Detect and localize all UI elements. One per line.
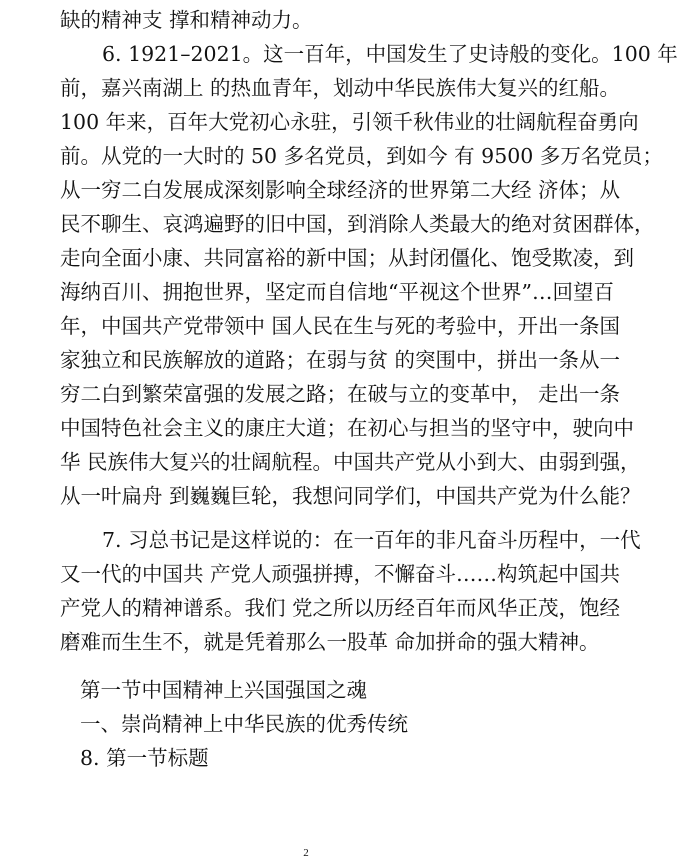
paragraph-6-line-12: 中国特色社会主义的康庄大道；在初心与担当的坚守中，驶向中 [60, 416, 634, 440]
paragraph-6-line-8: 海纳百川、拥抱世界，坚定而自信地“平视这个世界”…回望百 [60, 280, 614, 304]
paragraph-6-line-7: 走向全面小康、共同富裕的新中国；从封闭僵化、饱受欺凌，到 [60, 246, 634, 270]
section-heading: 第一节中国精神上兴国强国之魂 [80, 678, 367, 702]
subsection-heading: 一、崇尚精神上中华民族的优秀传统 [80, 712, 408, 736]
paragraph-6-line-3: 100 年来，百年大党初心永驻，引领千秋伟业的壮阔航程奋勇向 [60, 110, 639, 134]
paragraph-6-line-14: 从一叶扁舟 到巍巍巨轮，我想问同学们，中国共产党为什么能？ [60, 484, 641, 508]
paragraph-7-line-4: 磨难而生生不，就是凭着那么一股革 命加拼命的强大精神。 [60, 630, 600, 654]
paragraph-5-tail-line-1: 缺的精神支 撑和精神动力。 [60, 8, 313, 32]
paragraph-6-line-2: 前，嘉兴南湖上 的热血青年，划动中华民族伟大复兴的红船。 [60, 76, 621, 100]
page-number: 2 [303, 847, 309, 859]
paragraph-6-line-9: 年，中国共产党带领中 国人民在生与死的考验中，开出一条国 [60, 314, 621, 338]
paragraph-7-line-2: 又一代的中国共 产党人顽强拼搏，不懈奋斗……构筑起中国共 [60, 562, 621, 586]
paragraph-6-line-13: 华 民族伟大复兴的壮阔航程。中国共产党从小到大、由弱到强， [60, 450, 641, 474]
paragraph-6-line-11: 穷二白到繁荣富强的发展之路；在破与立的变革中， 走出一条 [60, 382, 621, 406]
paragraph-7-line-3: 产党人的精神谱系。我们 党之所以历经百年而风华正茂，饱经 [60, 596, 621, 620]
paragraph-6-line-4: 前。从党的一大时的 50 多名党员，到如今 有 9500 多万名党员； [60, 144, 663, 168]
item-8-heading: 8. 第一节标题 [80, 746, 209, 770]
paragraph-6-line-1: 6. 1921–2021。这一百年，中国发生了史诗般的变化。100 年 [102, 42, 678, 66]
paragraph-6-line-6: 民不聊生、哀鸿遍野的旧中国，到消除人类最大的绝对贫困群体， [60, 212, 655, 236]
paragraph-6-line-5: 从一穷二白发展成深刻影响全球经济的世界第二大经 济体；从 [60, 178, 621, 202]
paragraph-7-line-1: 7. 习总书记是这样说的：在一百年的非凡奋斗历程中，一代 [102, 528, 641, 552]
paragraph-6-line-10: 家独立和民族解放的道路；在弱与贫 的突围中，拼出一条从一 [60, 348, 621, 372]
